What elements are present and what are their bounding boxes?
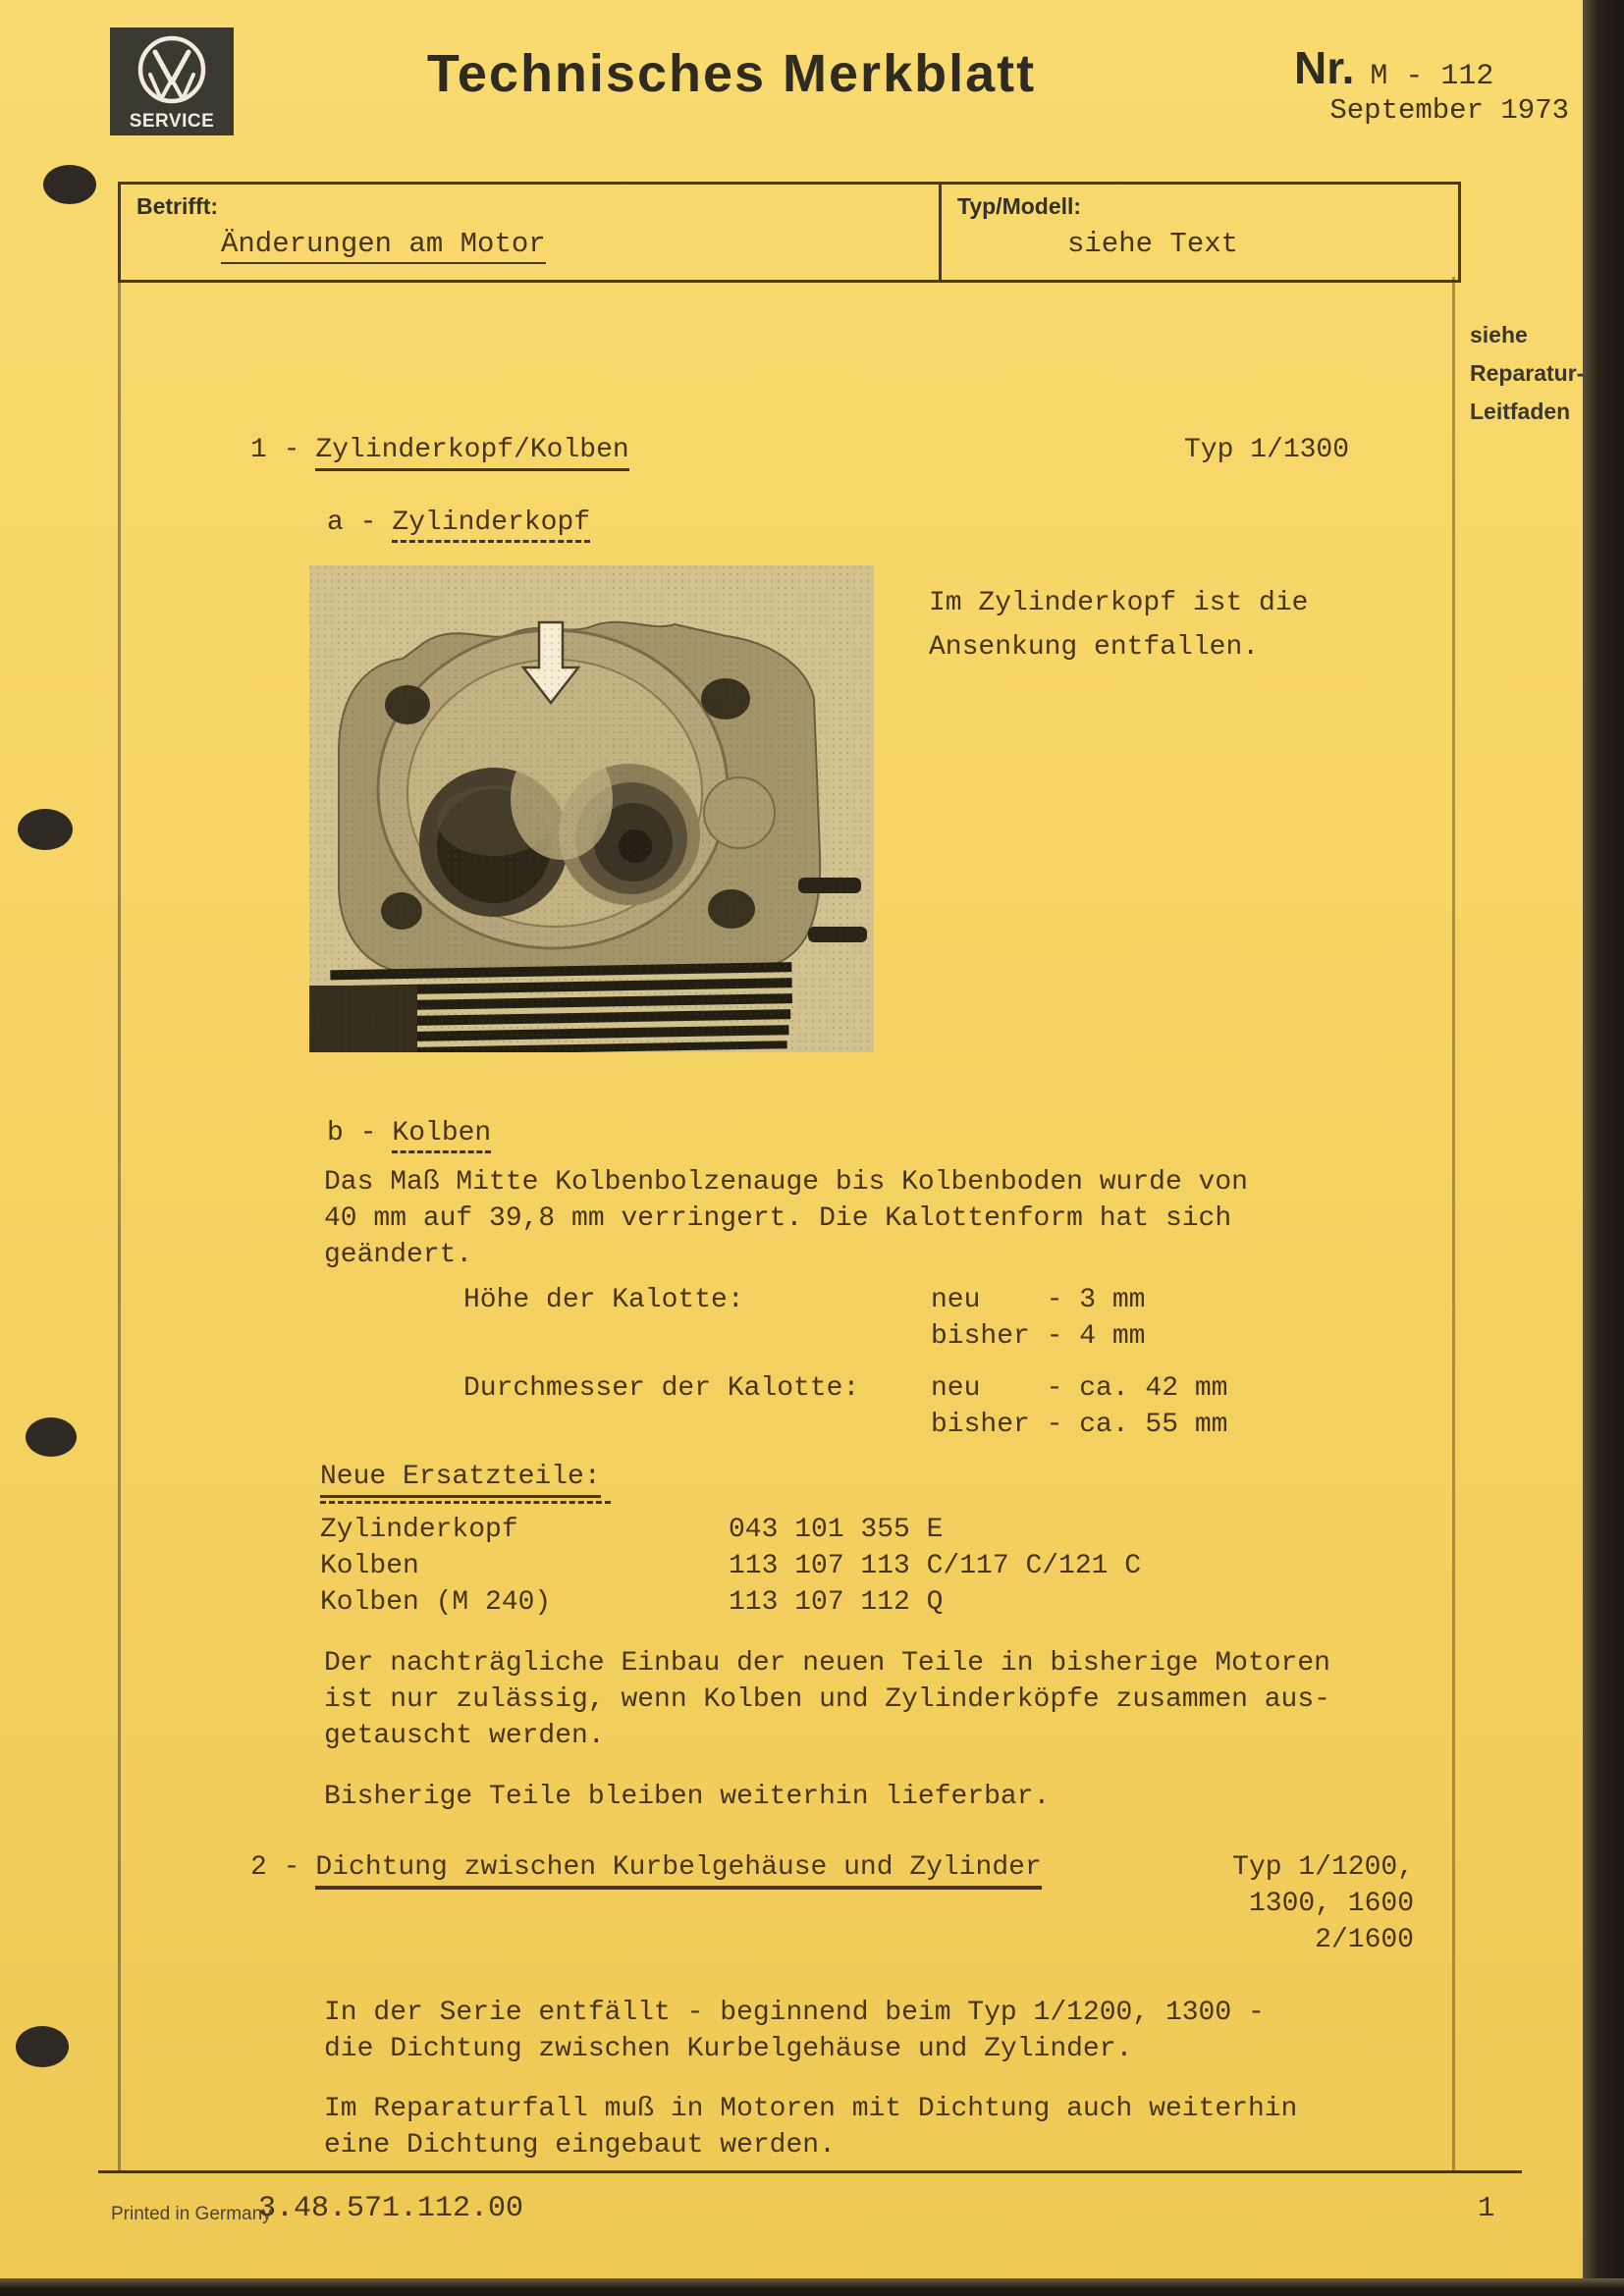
page-number: 1 bbox=[1478, 2192, 1495, 2224]
page-right-edge-shadow bbox=[1583, 0, 1624, 2296]
spec-value-old: bisher - ca. 55 mm bbox=[931, 1410, 1228, 1440]
repair-guide-note-line: Reparatur- bbox=[1470, 360, 1585, 386]
einbau-paragraph bbox=[324, 1645, 1330, 1754]
punch-hole bbox=[16, 2026, 69, 2067]
doc-number-label: Nr. bbox=[1294, 42, 1355, 93]
paragraph-line: eine Dichtung eingebaut werden. bbox=[324, 2130, 836, 2161]
sub-a-number: a - bbox=[327, 507, 377, 538]
paragraph-line: Der nachträgliche Einbau der neuen Teile in bisherige Motoren bbox=[324, 1648, 1330, 1679]
photo-caption bbox=[929, 581, 1308, 669]
typ-modell-label: Typ/Modell: bbox=[957, 193, 1082, 219]
lieferbar-paragraph: Bisherige Teile bleiben weiterhin lieferbar. bbox=[324, 1782, 1051, 1812]
vw-service-badge bbox=[110, 27, 234, 135]
part-name: Kolben bbox=[320, 1551, 419, 1581]
betrifft-value: Änderungen am Motor bbox=[221, 228, 546, 260]
repair-guide-note bbox=[1470, 316, 1584, 431]
badge-service-label: SERVICE bbox=[129, 111, 215, 132]
spec-durchmesser-label: Durchmesser der Kalotte: bbox=[463, 1373, 860, 1404]
printed-in-germany-label: Printed in Germany bbox=[111, 2204, 272, 2224]
part-name: Zylinderkopf bbox=[320, 1515, 518, 1545]
sub-a-title: Zylinderkopf bbox=[392, 507, 590, 543]
spec-value-new: neu - ca. 42 mm bbox=[931, 1373, 1228, 1404]
section-1-typ: Typ 1/1300 bbox=[1184, 435, 1350, 465]
parts-heading: Neue Ersatzteile: bbox=[320, 1459, 601, 1495]
photo-caption-line: Im Zylinderkopf ist die bbox=[929, 588, 1309, 618]
vw-logo-icon bbox=[110, 27, 234, 135]
section-1-number: 1 - bbox=[250, 435, 300, 465]
paragraph-line: 40 mm auf 39,8 mm verringert. Die Kalottenform hat sich bbox=[324, 1203, 1232, 1234]
footer-code: 3.48.571.112.00 bbox=[258, 2192, 524, 2225]
spec-durchmesser-values bbox=[931, 1370, 1227, 1443]
typ-modell-value: siehe Text bbox=[1067, 228, 1239, 260]
section-1-title: Zylinderkopf/Kolben bbox=[315, 435, 628, 471]
typ-line: 2/1600 bbox=[1315, 1925, 1414, 1955]
spec-hoehe-values bbox=[931, 1282, 1145, 1355]
parts-table-row bbox=[320, 1548, 1141, 1584]
serie-paragraph bbox=[324, 1995, 1265, 2067]
info-box bbox=[118, 182, 1461, 283]
repair-guide-note-line: siehe bbox=[1470, 322, 1528, 347]
reparatur-paragraph bbox=[324, 2091, 1297, 2163]
sub-b-title: Kolben bbox=[392, 1118, 491, 1153]
part-number: 113 107 112 Q bbox=[729, 1587, 944, 1618]
content-frame-right-line bbox=[1452, 277, 1455, 2171]
doc-number bbox=[1294, 41, 1493, 94]
section-2-number: 2 - bbox=[250, 1852, 300, 1883]
doc-date: September 1973 bbox=[1329, 94, 1569, 127]
page-bottom-edge-shadow bbox=[0, 2278, 1624, 2296]
typ-line: Typ 1/1200, bbox=[1232, 1852, 1414, 1883]
typ-line: 1300, 1600 bbox=[1248, 1889, 1414, 1919]
paragraph-line: Das Maß Mitte Kolbenbolzenauge bis Kolbenboden wurde von bbox=[324, 1167, 1248, 1198]
punch-hole bbox=[26, 1417, 77, 1457]
footer-rule bbox=[98, 2170, 1522, 2173]
paragraph-line: In der Serie entfällt - beginnend beim Typ 1/1200, 1300 - bbox=[324, 1998, 1265, 2028]
repair-guide-note-line: Leitfaden bbox=[1470, 399, 1571, 424]
paragraph-line: die Dichtung zwischen Kurbelgehäuse und Zylinder. bbox=[324, 2034, 1133, 2064]
content-frame-left-line bbox=[118, 277, 121, 2171]
betrifft-label: Betrifft: bbox=[136, 193, 219, 219]
info-box-divider bbox=[939, 185, 942, 280]
paragraph-line: getauscht werden. bbox=[324, 1721, 605, 1751]
spec-hoehe-label: Höhe der Kalotte: bbox=[463, 1285, 744, 1315]
section-1-heading bbox=[250, 432, 629, 468]
part-number: 113 107 113 C/117 C/121 C bbox=[729, 1551, 1142, 1581]
parts-heading-dashed-underline bbox=[320, 1501, 611, 1504]
punch-hole bbox=[43, 165, 96, 204]
photo-caption-line: Ansenkung entfallen. bbox=[929, 632, 1260, 663]
sub-b-heading bbox=[327, 1115, 491, 1151]
kolben-paragraph bbox=[324, 1164, 1248, 1273]
section-2-typ bbox=[1168, 1849, 1414, 1958]
spec-value-old: bisher - 4 mm bbox=[931, 1321, 1146, 1352]
paragraph-line: ist nur zulässig, wenn Kolben und Zylinderköpfe zusammen aus- bbox=[324, 1684, 1330, 1715]
sub-a-heading bbox=[327, 505, 590, 541]
part-name: Kolben (M 240) bbox=[320, 1587, 552, 1618]
cylinder-head-photo bbox=[309, 565, 874, 1052]
parts-table-row bbox=[320, 1512, 943, 1548]
sub-b-number: b - bbox=[327, 1118, 377, 1148]
spec-value-new: neu - 3 mm bbox=[931, 1285, 1146, 1315]
doc-number-value: M - 112 bbox=[1370, 60, 1494, 93]
section-2-title: Dichtung zwischen Kurbelgehäuse und Zylinder bbox=[315, 1852, 1041, 1890]
part-number: 043 101 355 E bbox=[729, 1515, 944, 1545]
page-title: Technisches Merkblatt bbox=[426, 44, 1037, 103]
paragraph-line: Im Reparaturfall muß in Motoren mit Dichtung auch weiterhin bbox=[324, 2094, 1298, 2124]
paragraph-line: geändert. bbox=[324, 1240, 473, 1270]
parts-table-row bbox=[320, 1584, 943, 1621]
punch-hole bbox=[18, 809, 73, 850]
section-2-heading bbox=[250, 1849, 1042, 1886]
